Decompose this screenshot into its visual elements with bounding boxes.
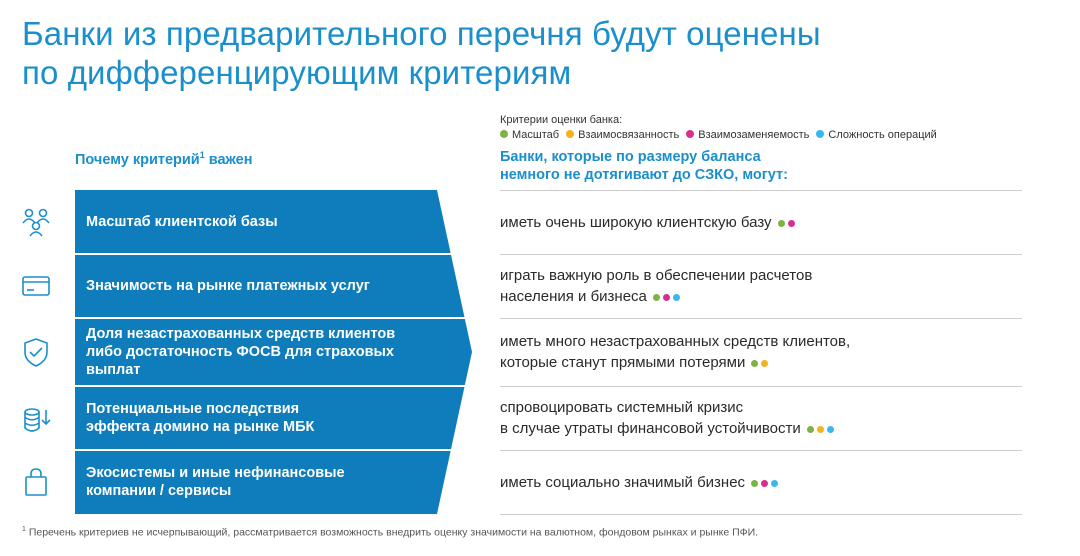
- description-line: [500, 286, 1022, 307]
- criterion-line: Значимость на рынке платежных услуг: [86, 278, 370, 294]
- criterion-line: Масштаб клиентской базы: [86, 214, 278, 230]
- criteria-dot: [771, 480, 778, 487]
- legend-dot: [566, 130, 574, 138]
- criterion-description: [500, 386, 1022, 450]
- legend-dot: [816, 130, 824, 138]
- legend-dot: [500, 130, 508, 138]
- criterion-label: [86, 450, 446, 514]
- legend-caption: Критерии оценки банка:: [500, 114, 623, 126]
- right-header-line: немного не дотягивают до СЗКО, могут:: [500, 167, 788, 183]
- criteria-dot: [673, 294, 680, 301]
- criterion-description: [500, 190, 1022, 254]
- criteria-dot: [751, 360, 758, 367]
- footnote-text: Перечень критериев не исчерпывающий, рассматривается возможность внедрить оценку значимости на валютном, фондовом рынках и рынке ПФИ.: [28, 526, 759, 539]
- criterion-line: выплат: [86, 362, 141, 378]
- criteria-dots: [653, 288, 683, 305]
- criteria-dot: [761, 480, 768, 487]
- legend-label: Взаимозаменяемость: [698, 129, 810, 141]
- criteria-dot: [751, 480, 758, 487]
- criteria-dot: [807, 426, 814, 433]
- coins-down-icon: [20, 404, 52, 436]
- legend-label: Масштаб: [512, 129, 560, 141]
- criterion-description: [500, 318, 1022, 386]
- footnote-marker: 1: [22, 526, 26, 533]
- criteria-dot: [663, 294, 670, 301]
- description-line: играть важную роль в обеспечении расчетов: [500, 267, 813, 284]
- criterion-label: [86, 254, 446, 318]
- footnote-marker: 1: [199, 150, 205, 160]
- description-line: [500, 352, 1022, 373]
- criteria-dot: [653, 294, 660, 301]
- right-header-line: Банки, которые по размеру баланса: [500, 149, 761, 165]
- criterion-line: Экосистемы и иные нефинансовые: [86, 465, 345, 481]
- criterion-label: [86, 386, 446, 450]
- description-line: [500, 212, 1022, 233]
- legend-label: Сложность операций: [828, 129, 937, 141]
- criterion-line: Потенциальные последствия: [86, 401, 300, 417]
- criterion-description: [500, 450, 1022, 514]
- criteria-dots: [751, 474, 781, 491]
- description-text: которые станут прямыми потерями: [500, 354, 746, 371]
- description-line: [500, 418, 1022, 439]
- criterion-line: компании / сервисы: [86, 483, 232, 499]
- people-icon: [20, 206, 52, 238]
- legend-dot: [686, 130, 694, 138]
- description-line: иметь много незастрахованных средств клиентов,: [500, 333, 851, 350]
- description-text: иметь очень широкую клиентскую базу: [500, 213, 772, 231]
- title-line: по дифференцирующим критериям: [22, 54, 572, 91]
- description-text: населения и бизнеса: [500, 288, 647, 305]
- description-text: иметь социально значимый бизнес: [500, 473, 746, 491]
- criteria-legend: [500, 113, 944, 143]
- criterion-description: [500, 254, 1022, 318]
- criteria-dot: [817, 426, 824, 433]
- criterion-label: [86, 318, 446, 386]
- row-divider: [500, 514, 1022, 515]
- criterion-line: Доля незастрахованных средств клиентов: [86, 326, 396, 342]
- criterion-line: эффекта домино на рынке МБК: [86, 419, 315, 435]
- left-column-header: [75, 150, 252, 168]
- shopping-bag-icon: [20, 466, 52, 498]
- legend-label: Взаимосвязанность: [578, 129, 680, 141]
- criteria-dots: [807, 420, 837, 437]
- description-text: в случае утраты финансовой устойчивости: [500, 420, 801, 437]
- criteria-dots: [778, 214, 798, 231]
- title-line: Банки из предварительного перечня будут оценены: [22, 15, 821, 52]
- page-title: [22, 14, 821, 92]
- right-column-header: [500, 148, 880, 184]
- criteria-dot: [827, 426, 834, 433]
- legend-item: [686, 129, 809, 141]
- legend-item: [500, 129, 559, 141]
- description-line: [500, 472, 1022, 493]
- legend-item: [816, 129, 936, 141]
- shield-check-icon: [20, 336, 52, 368]
- criterion-line: либо достаточность ФОСВ для страховых: [86, 344, 394, 360]
- legend-item: [566, 129, 679, 141]
- criteria-dots: [751, 354, 771, 371]
- left-header-tail: важен: [204, 151, 253, 168]
- criteria-dot: [761, 360, 768, 367]
- credit-card-icon: [20, 270, 52, 302]
- footnote: [22, 526, 758, 539]
- criterion-label: [86, 190, 446, 254]
- description-line: спровоцировать системный кризис: [500, 399, 744, 416]
- criteria-dot: [788, 220, 795, 227]
- legend-items: [500, 128, 944, 143]
- left-header-text: Почему критерий: [75, 151, 200, 168]
- criteria-dot: [778, 220, 785, 227]
